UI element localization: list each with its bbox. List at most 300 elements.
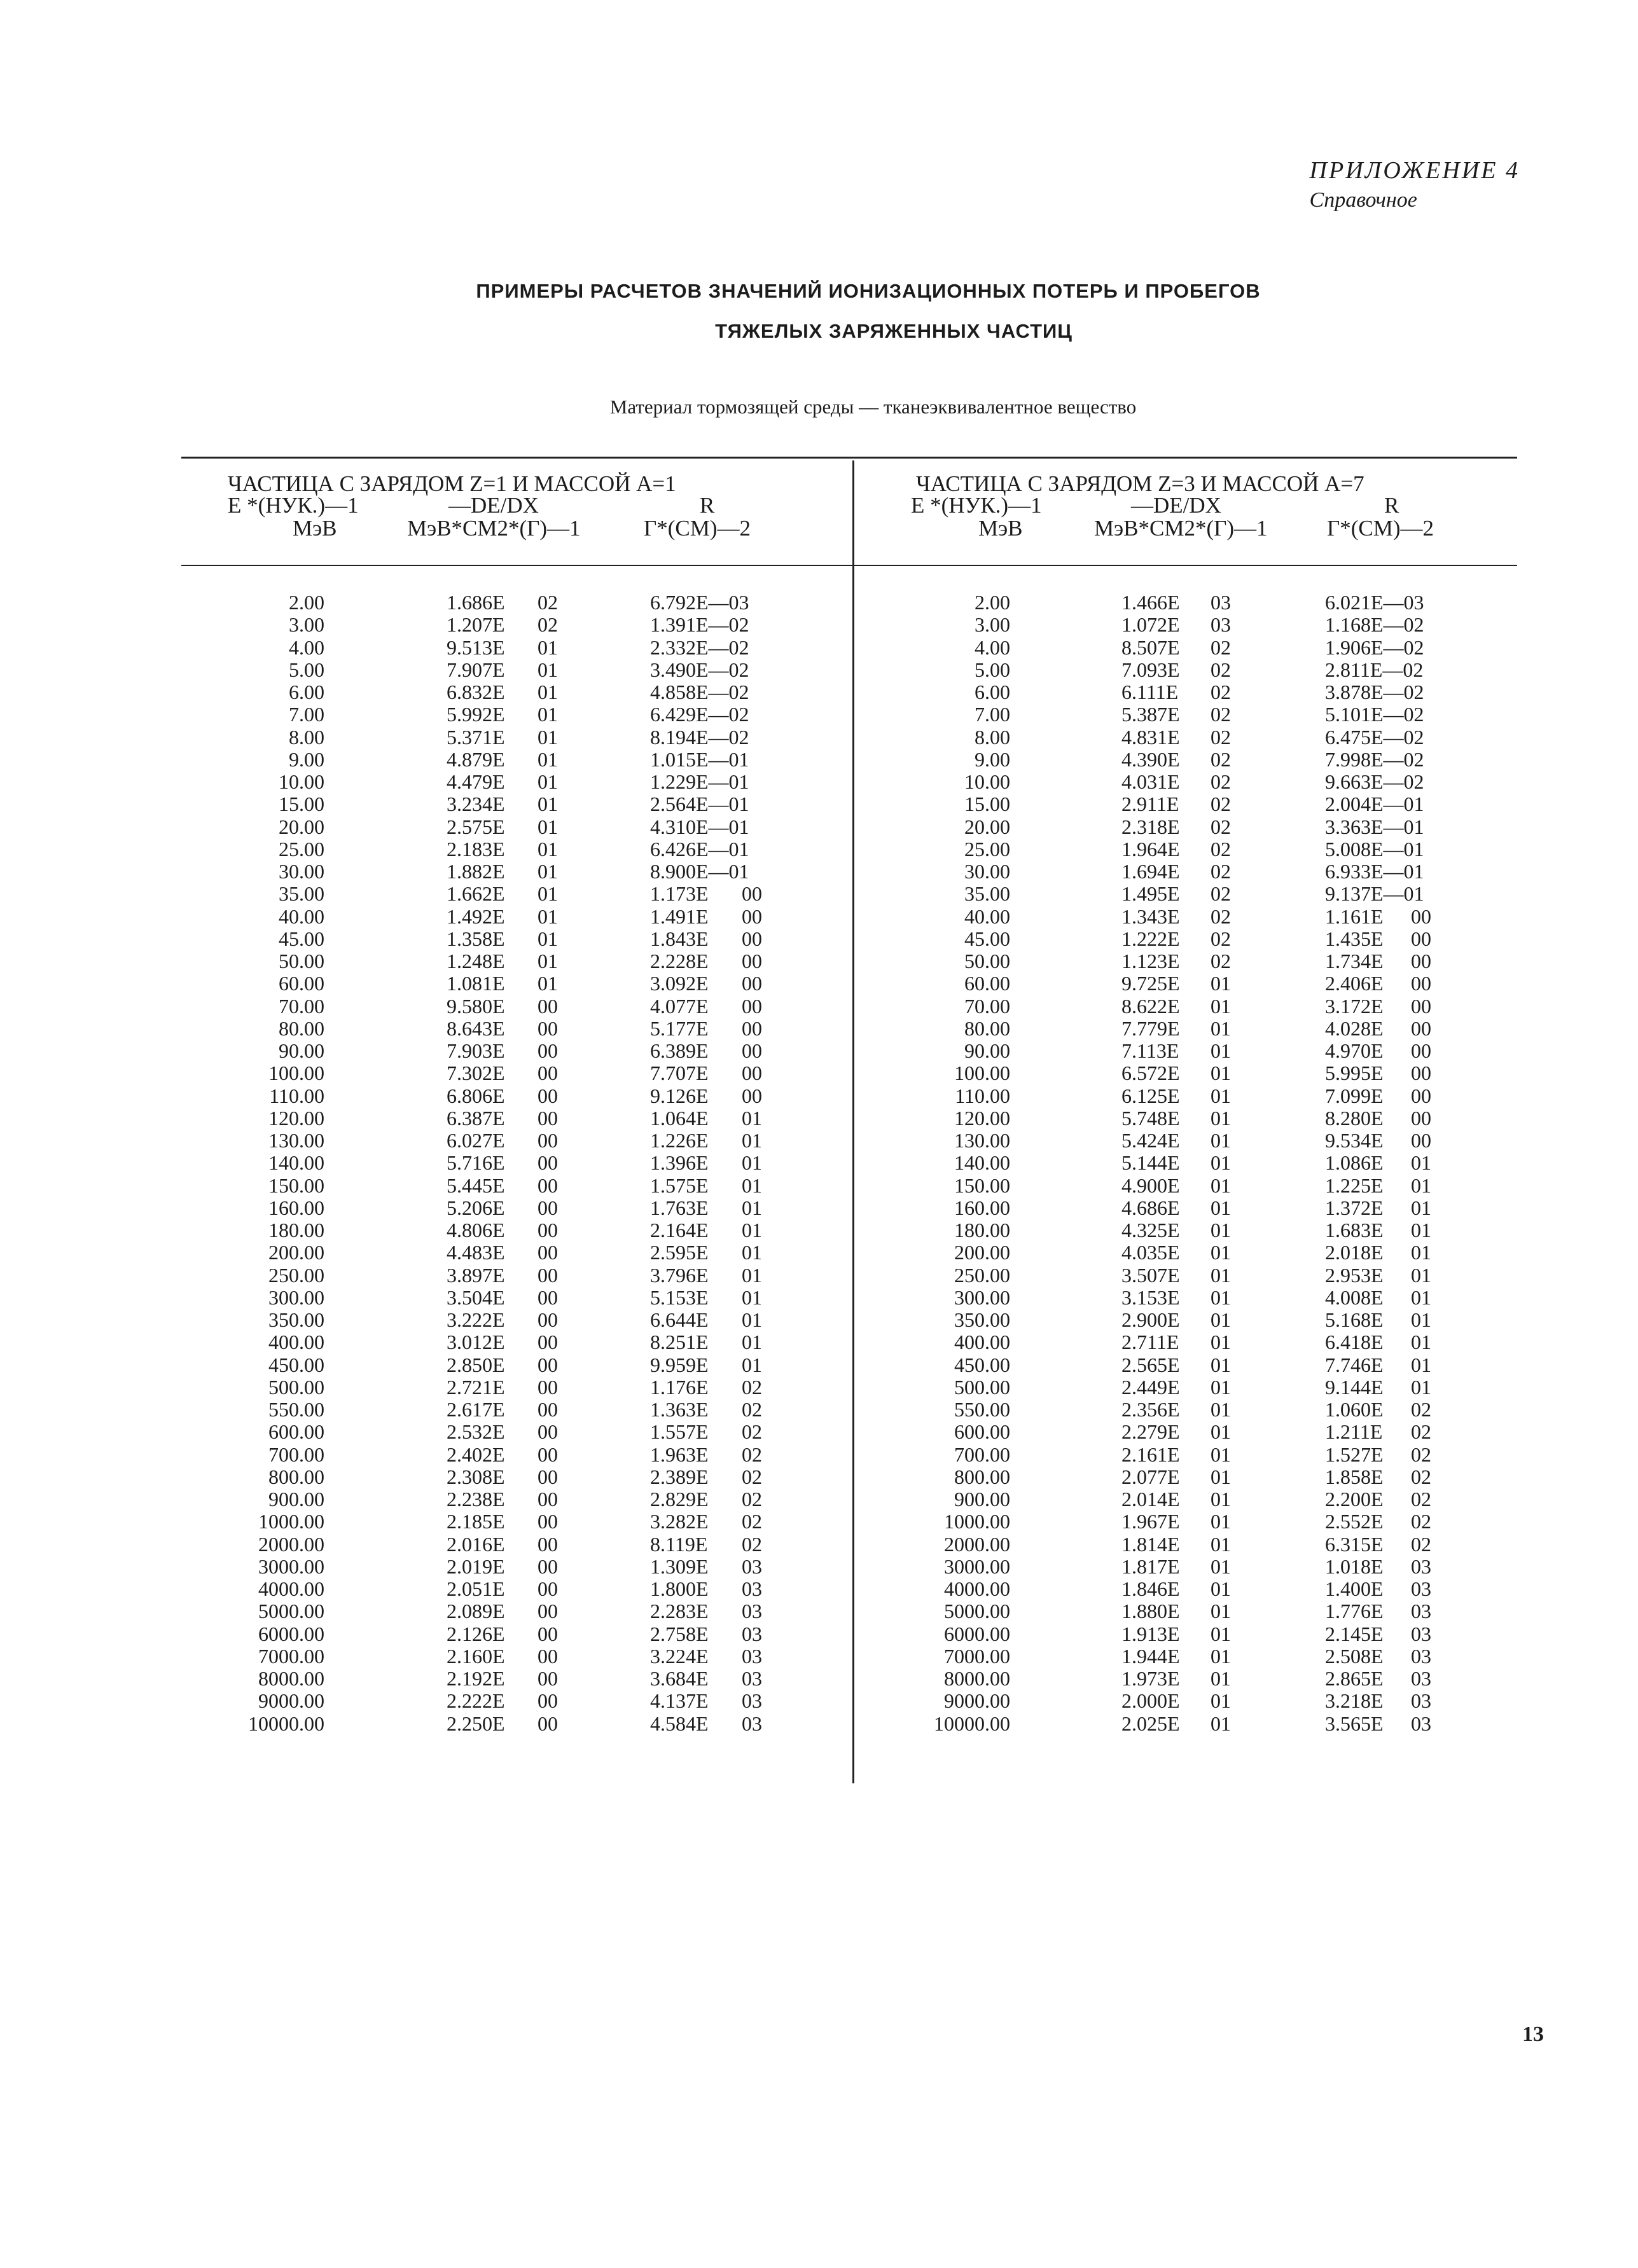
range-mantissa-cell: 1.229E—01 (650, 770, 749, 793)
dedx-mantissa-cell: 2.183E (447, 837, 505, 861)
dedx-mantissa-cell: 1.814E (1121, 1532, 1180, 1556)
energy-cell: 700.00 (954, 1442, 1010, 1466)
range-exponent-cell: 02 (742, 1375, 762, 1399)
energy-cell: 6.00 (975, 681, 1010, 703)
dedx-exponent-cell: 01 (1211, 1711, 1231, 1735)
table-row (0, 928, 1638, 950)
dedx-mantissa-cell: 3.234E (447, 792, 505, 816)
dedx-mantissa-cell: 1.492E (447, 904, 505, 928)
range-mantissa-cell: 2.953E (1325, 1263, 1384, 1287)
energy-cell: 200.00 (268, 1241, 324, 1264)
range-mantissa-cell: 6.792E—03 (650, 591, 749, 614)
dedx-exponent-cell: 01 (1211, 1308, 1231, 1331)
range-mantissa-cell: 5.177E (650, 1016, 709, 1040)
dedx-exponent-cell: 00 (538, 1039, 558, 1062)
energy-cell: 10000.00 (934, 1711, 1010, 1735)
energy-cell: 180.00 (954, 1219, 1010, 1241)
dedx-mantissa-cell: 7.907E (447, 658, 505, 681)
range-exponent-cell: 01 (742, 1353, 762, 1376)
dedx-exponent-cell: 01 (538, 770, 558, 793)
range-mantissa-cell: 6.429E—02 (650, 703, 749, 726)
dedx-exponent-cell: 01 (1211, 1510, 1231, 1533)
energy-cell: 20.00 (279, 815, 324, 838)
dedx-mantissa-cell: 2.356E (1121, 1398, 1180, 1421)
dedx-mantissa-cell: 3.012E (447, 1331, 505, 1354)
energy-cell: 80.00 (964, 1016, 1010, 1040)
energy-cell: 3000.00 (944, 1554, 1010, 1578)
energy-cell: 8.00 (975, 725, 1010, 749)
dedx-mantissa-cell: 1.123E (1121, 950, 1180, 972)
dedx-exponent-cell: 00 (538, 1219, 558, 1241)
dedx-mantissa-cell: 2.532E (447, 1420, 505, 1444)
dedx-exponent-cell: 01 (1211, 1061, 1231, 1085)
energy-cell: 70.00 (964, 994, 1010, 1018)
dedx-mantissa-cell: 1.686E (447, 591, 505, 614)
range-mantissa-cell: 8.280E (1325, 1106, 1384, 1130)
range-mantissa-cell: 1.015E—01 (650, 747, 749, 771)
dedx-exponent-cell: 01 (1211, 1398, 1231, 1421)
dedx-mantissa-cell: 1.967E (1121, 1510, 1180, 1533)
energy-cell: 2000.00 (944, 1532, 1010, 1556)
energy-cell: 4.00 (975, 635, 1010, 659)
dedx-exponent-cell: 00 (538, 1151, 558, 1175)
dedx-mantissa-cell: 8.507E (1121, 635, 1180, 659)
range-mantissa-cell: 2.865E (1325, 1667, 1384, 1690)
dedx-exponent-cell: 00 (538, 1442, 558, 1466)
range-mantissa-cell: 9.137E—01 (1325, 882, 1424, 906)
table-row (0, 1376, 1638, 1399)
energy-cell: 110.00 (269, 1084, 324, 1107)
dedx-exponent-cell: 02 (1211, 747, 1231, 771)
table-row (0, 637, 1638, 659)
dedx-mantissa-cell: 6.027E (447, 1129, 505, 1152)
dedx-exponent-cell: 01 (1211, 1488, 1231, 1511)
range-mantissa-cell: 5.153E (650, 1285, 709, 1309)
energy-cell: 25.00 (964, 837, 1010, 861)
dedx-exponent-cell: 00 (538, 1308, 558, 1331)
range-mantissa-cell: 9.534E (1325, 1129, 1384, 1152)
table-row (0, 1533, 1638, 1556)
dedx-mantissa-cell: 2.019E (447, 1554, 505, 1578)
range-mantissa-cell: 2.004E—01 (1325, 792, 1424, 816)
dedx-mantissa-cell: 9.513E (447, 635, 505, 659)
range-exponent-cell: 02 (1411, 1442, 1431, 1466)
range-mantissa-cell: 5.008E—01 (1325, 837, 1424, 861)
energy-cell: 140.00 (954, 1151, 1010, 1175)
range-mantissa-cell: 6.475E—02 (1325, 725, 1424, 749)
dedx-mantissa-cell: 2.025E (1121, 1711, 1180, 1735)
range-mantissa-cell: 5.995E (1325, 1061, 1384, 1085)
dedx-mantissa-cell: 5.716E (447, 1151, 505, 1175)
range-mantissa-cell: 5.101E—02 (1325, 703, 1424, 726)
range-exponent-cell: 00 (742, 1016, 762, 1040)
dedx-exponent-cell: 01 (1211, 1577, 1231, 1600)
range-exponent-cell: 00 (1411, 927, 1431, 950)
dedx-mantissa-cell: 2.126E (447, 1622, 505, 1645)
energy-cell: 5000.00 (944, 1600, 1010, 1623)
dedx-exponent-cell: 01 (538, 860, 558, 883)
dedx-mantissa-cell: 3.504E (447, 1285, 505, 1309)
range-mantissa-cell: 9.663E—02 (1325, 770, 1424, 793)
range-mantissa-cell: 1.800E (650, 1577, 709, 1600)
range-mantissa-cell: 1.060E (1325, 1398, 1384, 1421)
table-row (0, 1444, 1638, 1466)
energy-cell: 110.00 (955, 1084, 1010, 1107)
energy-cell: 40.00 (279, 904, 324, 928)
energy-cell: 7.00 (289, 703, 324, 726)
dedx-exponent-cell: 01 (538, 815, 558, 838)
dedx-exponent-cell: 02 (538, 613, 558, 637)
range-exponent-cell: 01 (1411, 1285, 1431, 1309)
dedx-mantissa-cell: 5.445E (447, 1173, 505, 1197)
dedx-exponent-cell: 00 (538, 1711, 558, 1735)
range-mantissa-cell: 2.389E (650, 1465, 709, 1488)
range-exponent-cell: 01 (1411, 1263, 1431, 1287)
dedx-exponent-cell: 00 (538, 1375, 558, 1399)
energy-cell: 160.00 (954, 1196, 1010, 1219)
table-row (0, 614, 1638, 636)
right-col-energy: E *(НУК.)—1 (911, 493, 1042, 518)
table-row (0, 1690, 1638, 1712)
range-exponent-cell: 03 (742, 1600, 762, 1623)
energy-cell: 25.00 (279, 837, 324, 861)
left-unit-dedx: МэВ*СМ2*(Г)—1 (407, 516, 581, 541)
dedx-exponent-cell: 02 (1211, 658, 1231, 681)
range-mantissa-cell: 6.933E—01 (1325, 860, 1424, 883)
energy-cell: 1000.00 (944, 1510, 1010, 1533)
range-mantissa-cell: 5.168E (1325, 1308, 1384, 1331)
dedx-mantissa-cell: 5.206E (447, 1196, 505, 1219)
range-exponent-cell: 01 (742, 1219, 762, 1241)
range-exponent-cell: 02 (742, 1442, 762, 1466)
table-row (0, 703, 1638, 726)
dedx-exponent-cell: 02 (538, 591, 558, 614)
range-mantissa-cell: 1.763E (650, 1196, 709, 1219)
range-mantissa-cell: 1.372E (1325, 1196, 1384, 1219)
dedx-exponent-cell: 01 (1211, 1219, 1231, 1241)
dedx-mantissa-cell: 2.721E (447, 1375, 505, 1399)
energy-cell: 5.00 (975, 658, 1010, 681)
range-exponent-cell: 00 (1411, 1039, 1431, 1062)
range-mantissa-cell: 7.746E (1325, 1353, 1384, 1376)
table-row (0, 1466, 1638, 1488)
range-mantissa-cell: 2.145E (1325, 1622, 1384, 1645)
range-mantissa-cell: 2.332E—02 (650, 635, 749, 659)
range-mantissa-cell: 1.173E (650, 882, 709, 906)
range-mantissa-cell: 1.858E (1325, 1465, 1384, 1488)
dedx-mantissa-cell: 3.222E (447, 1308, 505, 1331)
dedx-mantissa-cell: 7.903E (447, 1039, 505, 1062)
dedx-mantissa-cell: 2.308E (447, 1465, 505, 1488)
document-title-line1: ПРИМЕРЫ РАСЧЕТОВ ЗНАЧЕНИЙ ИОНИЗАЦИОННЫХ ПОТЕРЬ И ПРОБЕГОВ (476, 280, 1261, 302)
dedx-mantissa-cell: 6.806E (447, 1084, 505, 1107)
range-mantissa-cell: 4.584E (650, 1711, 709, 1735)
dedx-exponent-cell: 01 (538, 972, 558, 995)
dedx-mantissa-cell: 6.125E (1121, 1084, 1180, 1107)
dedx-mantissa-cell: 2.711E (1121, 1331, 1179, 1354)
dedx-exponent-cell: 01 (1211, 1600, 1231, 1623)
range-mantissa-cell: 4.028E (1325, 1016, 1384, 1040)
dedx-exponent-cell: 00 (538, 1173, 558, 1197)
dedx-exponent-cell: 02 (1211, 927, 1231, 950)
dedx-mantissa-cell: 6.832E (447, 681, 505, 703)
table-row (0, 681, 1638, 703)
range-mantissa-cell: 1.776E (1325, 1600, 1384, 1623)
table-row (0, 1488, 1638, 1511)
energy-cell: 250.00 (954, 1263, 1010, 1287)
dedx-mantissa-cell: 4.325E (1121, 1219, 1180, 1241)
dedx-mantissa-cell: 4.035E (1121, 1241, 1180, 1264)
energy-cell: 4000.00 (258, 1577, 324, 1600)
range-mantissa-cell: 3.878E—02 (1325, 681, 1424, 703)
dedx-mantissa-cell: 1.846E (1121, 1577, 1180, 1600)
range-mantissa-cell: 2.164E (650, 1219, 709, 1241)
dedx-exponent-cell: 02 (1211, 792, 1231, 816)
dedx-exponent-cell: 01 (538, 725, 558, 749)
range-exponent-cell: 01 (1411, 1375, 1431, 1399)
range-exponent-cell: 03 (742, 1689, 762, 1713)
dedx-exponent-cell: 01 (1211, 1420, 1231, 1444)
dedx-mantissa-cell: 1.343E (1121, 904, 1180, 928)
dedx-exponent-cell: 02 (1211, 770, 1231, 793)
energy-cell: 400.00 (954, 1331, 1010, 1354)
dedx-mantissa-cell: 9.725E (1121, 972, 1180, 995)
table-row (0, 659, 1638, 681)
energy-cell: 400.00 (268, 1331, 324, 1354)
dedx-exponent-cell: 00 (538, 1263, 558, 1287)
dedx-mantissa-cell: 2.911E (1121, 792, 1179, 816)
range-mantissa-cell: 1.161E (1325, 904, 1384, 928)
dedx-exponent-cell: 01 (1211, 1016, 1231, 1040)
dedx-exponent-cell: 02 (1211, 950, 1231, 972)
range-exponent-cell: 02 (1411, 1398, 1431, 1421)
dedx-mantissa-cell: 1.817E (1121, 1554, 1180, 1578)
table-row (0, 1085, 1638, 1107)
dedx-mantissa-cell: 1.495E (1121, 882, 1180, 906)
dedx-mantissa-cell: 1.944E (1121, 1644, 1180, 1668)
energy-cell: 90.00 (279, 1039, 324, 1062)
range-mantissa-cell: 6.315E (1325, 1532, 1384, 1556)
dedx-mantissa-cell: 1.973E (1121, 1667, 1180, 1690)
range-mantissa-cell: 1.683E (1325, 1219, 1384, 1241)
range-mantissa-cell: 1.963E (650, 1442, 709, 1466)
energy-cell: 9.00 (975, 747, 1010, 771)
dedx-exponent-cell: 00 (538, 1353, 558, 1376)
range-mantissa-cell: 1.396E (650, 1151, 709, 1175)
dedx-mantissa-cell: 1.880E (1121, 1600, 1180, 1623)
dedx-exponent-cell: 01 (1211, 1151, 1231, 1175)
right-particle-label: ЧАСТИЦА С ЗАРЯДОМ Z=3 И МАССОЙ A=7 (916, 471, 1364, 496)
dedx-exponent-cell: 02 (1211, 635, 1231, 659)
energy-cell: 4000.00 (944, 1577, 1010, 1600)
energy-cell: 7000.00 (258, 1644, 324, 1668)
table-row (0, 1556, 1638, 1578)
table-row (0, 838, 1638, 861)
range-exponent-cell: 03 (742, 1644, 762, 1668)
energy-cell: 6000.00 (944, 1622, 1010, 1645)
energy-cell: 600.00 (268, 1420, 324, 1444)
dedx-mantissa-cell: 6.572E (1121, 1061, 1180, 1085)
table-row (0, 906, 1638, 928)
range-mantissa-cell: 2.564E—01 (650, 792, 749, 816)
dedx-exponent-cell: 01 (1211, 1644, 1231, 1668)
dedx-exponent-cell: 01 (538, 792, 558, 816)
dedx-exponent-cell: 00 (538, 1577, 558, 1600)
range-exponent-cell: 00 (742, 950, 762, 972)
dedx-exponent-cell: 01 (538, 635, 558, 659)
range-mantissa-cell: 1.491E (650, 904, 709, 928)
range-mantissa-cell: 1.906E—02 (1325, 635, 1424, 659)
range-exponent-cell: 02 (742, 1420, 762, 1444)
dedx-exponent-cell: 01 (1211, 972, 1231, 995)
dedx-exponent-cell: 00 (538, 1600, 558, 1623)
energy-cell: 3000.00 (258, 1554, 324, 1578)
table-row (0, 1175, 1638, 1197)
dedx-exponent-cell: 01 (538, 681, 558, 703)
dedx-exponent-cell: 02 (1211, 882, 1231, 906)
dedx-mantissa-cell: 1.662E (447, 882, 505, 906)
energy-cell: 900.00 (268, 1488, 324, 1511)
energy-cell: 45.00 (279, 927, 324, 950)
table-row (0, 1578, 1638, 1600)
range-mantissa-cell: 3.092E (650, 972, 709, 995)
dedx-exponent-cell: 02 (1211, 681, 1231, 703)
range-mantissa-cell: 6.644E (650, 1308, 709, 1331)
dedx-mantissa-cell: 5.424E (1121, 1129, 1180, 1152)
dedx-mantissa-cell: 2.051E (447, 1577, 505, 1600)
dedx-mantissa-cell: 1.072E (1121, 613, 1180, 637)
dedx-exponent-cell: 00 (538, 1241, 558, 1264)
dedx-mantissa-cell: 1.222E (1121, 927, 1180, 950)
energy-cell: 130.00 (954, 1129, 1010, 1152)
dedx-exponent-cell: 01 (538, 882, 558, 906)
table-row (0, 995, 1638, 1018)
range-exponent-cell: 01 (742, 1331, 762, 1354)
dedx-mantissa-cell: 5.387E (1121, 703, 1180, 726)
dedx-mantissa-cell: 2.016E (447, 1532, 505, 1556)
range-mantissa-cell: 1.843E (650, 927, 709, 950)
table-row (0, 771, 1638, 793)
range-mantissa-cell: 1.225E (1325, 1173, 1384, 1197)
appendix-number: ПРИЛОЖЕНИЕ 4 (1309, 157, 1520, 184)
table-row (0, 1623, 1638, 1645)
document-title-line2: ТЯЖЕЛЫХ ЗАРЯЖЕННЫХ ЧАСТИЦ (715, 320, 1072, 342)
dedx-exponent-cell: 01 (538, 658, 558, 681)
dedx-mantissa-cell: 5.144E (1121, 1151, 1180, 1175)
range-exponent-cell: 03 (1411, 1711, 1431, 1735)
energy-cell: 7000.00 (944, 1644, 1010, 1668)
dedx-mantissa-cell: 1.248E (447, 950, 505, 972)
dedx-mantissa-cell: 5.371E (447, 725, 505, 749)
energy-cell: 6.00 (289, 681, 324, 703)
range-exponent-cell: 01 (742, 1151, 762, 1175)
dedx-exponent-cell: 00 (538, 1554, 558, 1578)
dedx-mantissa-cell: 4.806E (447, 1219, 505, 1241)
dedx-exponent-cell: 01 (1211, 1285, 1231, 1309)
range-exponent-cell: 01 (1411, 1331, 1431, 1354)
range-mantissa-cell: 2.595E (650, 1241, 709, 1264)
energy-cell: 600.00 (954, 1420, 1010, 1444)
range-mantissa-cell: 2.228E (650, 950, 709, 972)
range-exponent-cell: 02 (742, 1398, 762, 1421)
energy-cell: 900.00 (954, 1488, 1010, 1511)
table-row (0, 1421, 1638, 1443)
range-mantissa-cell: 8.194E—02 (650, 725, 749, 749)
dedx-exponent-cell: 00 (538, 1084, 558, 1107)
dedx-exponent-cell: 01 (1211, 1442, 1231, 1466)
range-exponent-cell: 01 (742, 1285, 762, 1309)
table-row (0, 1511, 1638, 1533)
dedx-exponent-cell: 02 (1211, 860, 1231, 883)
energy-cell: 550.00 (954, 1398, 1010, 1421)
dedx-exponent-cell: 00 (538, 1622, 558, 1645)
dedx-exponent-cell: 01 (538, 837, 558, 861)
energy-cell: 4.00 (289, 635, 324, 659)
energy-cell: 3.00 (975, 613, 1010, 637)
range-mantissa-cell: 4.077E (650, 994, 709, 1018)
dedx-exponent-cell: 02 (1211, 904, 1231, 928)
range-exponent-cell: 02 (1411, 1420, 1431, 1444)
table-row (0, 1331, 1638, 1353)
energy-cell: 130.00 (268, 1129, 324, 1152)
dedx-mantissa-cell: 1.207E (447, 613, 505, 637)
dedx-mantissa-cell: 3.897E (447, 1263, 505, 1287)
table-row (0, 1130, 1638, 1152)
dedx-exponent-cell: 01 (1211, 1039, 1231, 1062)
range-mantissa-cell: 7.998E—02 (1325, 747, 1424, 771)
range-mantissa-cell: 1.400E (1325, 1577, 1384, 1600)
dedx-mantissa-cell: 2.449E (1121, 1375, 1180, 1399)
dedx-exponent-cell: 01 (538, 747, 558, 771)
dedx-exponent-cell: 01 (1211, 1331, 1231, 1354)
range-mantissa-cell: 2.552E (1325, 1510, 1384, 1533)
energy-cell: 160.00 (268, 1196, 324, 1219)
dedx-mantissa-cell: 1.466E (1121, 591, 1180, 614)
table-row (0, 726, 1638, 749)
range-mantissa-cell: 2.283E (650, 1600, 709, 1623)
dedx-exponent-cell: 01 (1211, 1375, 1231, 1399)
energy-cell: 120.00 (954, 1106, 1010, 1130)
energy-cell: 10000.00 (248, 1711, 324, 1735)
energy-cell: 50.00 (964, 950, 1010, 972)
dedx-mantissa-cell: 2.161E (1121, 1442, 1180, 1466)
right-table-body (0, 591, 1638, 1735)
dedx-mantissa-cell: 4.483E (447, 1241, 505, 1264)
range-mantissa-cell: 1.018E (1325, 1554, 1384, 1578)
energy-cell: 7.00 (975, 703, 1010, 726)
right-unit-range: Г*(СМ)—2 (1327, 516, 1434, 541)
appendix-kind: Справочное (1309, 188, 1417, 212)
range-exponent-cell: 02 (742, 1465, 762, 1488)
range-exponent-cell: 00 (742, 994, 762, 1018)
dedx-mantissa-cell: 2.617E (447, 1398, 505, 1421)
left-unit-range: Г*(СМ)—2 (644, 516, 751, 541)
table-row (0, 1062, 1638, 1084)
range-exponent-cell: 01 (742, 1308, 762, 1331)
energy-cell: 800.00 (268, 1465, 324, 1488)
energy-cell: 100.00 (954, 1061, 1010, 1085)
range-exponent-cell: 00 (1411, 1084, 1431, 1107)
range-exponent-cell: 01 (1411, 1151, 1431, 1175)
left-col-range: R (700, 493, 715, 518)
range-mantissa-cell: 1.168E—02 (1325, 613, 1424, 637)
right-unit-energy: МэВ (978, 516, 1023, 541)
range-exponent-cell: 00 (1411, 994, 1431, 1018)
dedx-mantissa-cell: 4.879E (447, 747, 505, 771)
range-mantissa-cell: 4.008E (1325, 1285, 1384, 1309)
energy-cell: 45.00 (964, 927, 1010, 950)
range-mantissa-cell: 4.970E (1325, 1039, 1384, 1062)
